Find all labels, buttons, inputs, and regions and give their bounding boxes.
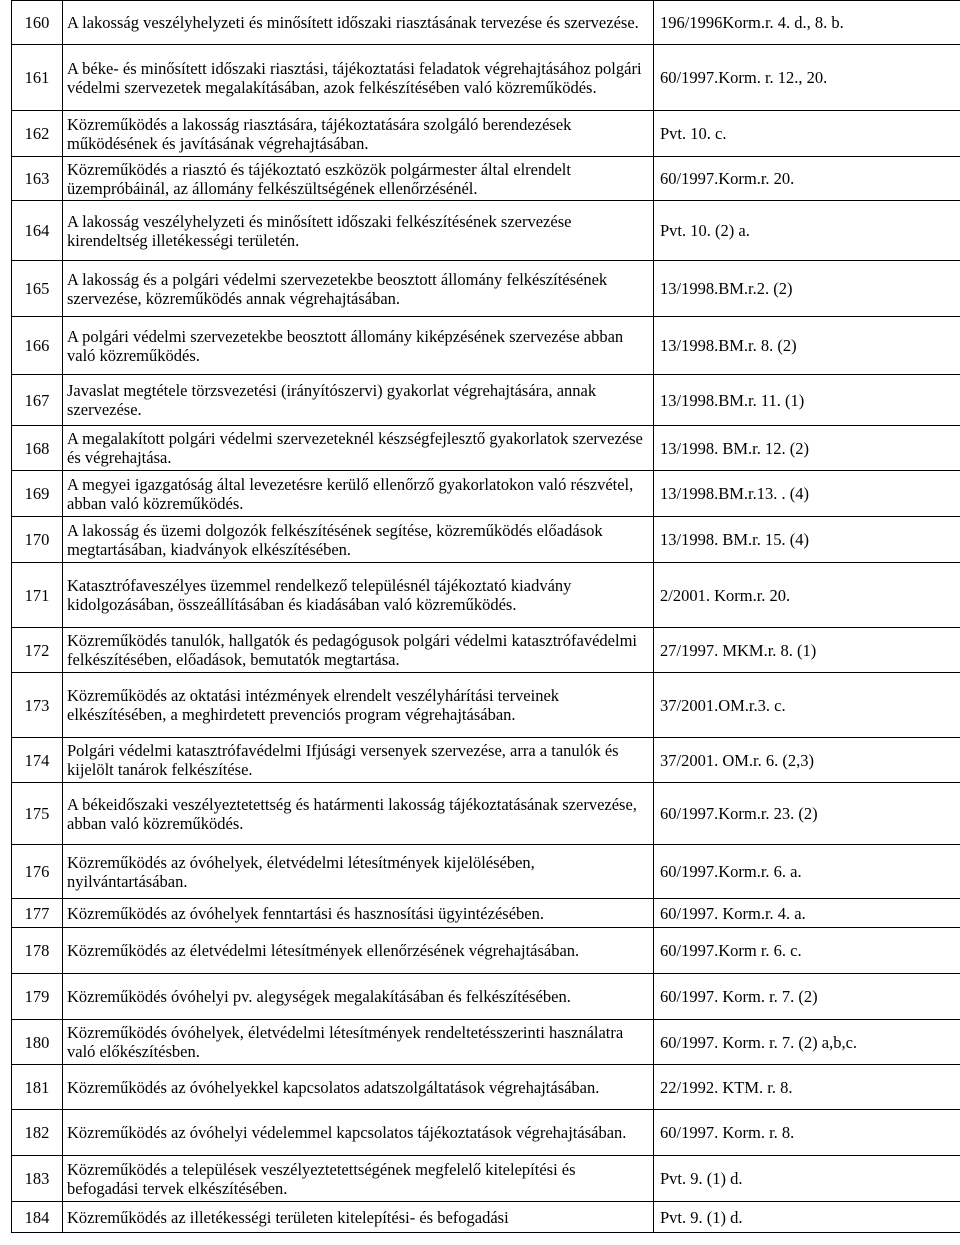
row-description: Közreműködés az óvóhelyekkel kapcsolatos adatszolgáltatások végrehajtásában. [63,1065,654,1110]
row-number: 173 [12,673,63,738]
table-row [12,1065,960,1110]
row-number: 183 [12,1156,63,1202]
row-reference: 27/1997. MKM.r. 8. (1) [654,628,960,673]
row-description: A megyei igazgatóság által levezetésre kerülő ellenőrző gyakorlatokon való részvétel, abban való közreműködés. [63,471,654,517]
row-reference: 60/1997. Korm. r. 8. [654,1110,960,1156]
row-number: 168 [12,426,63,471]
row-number: 182 [12,1110,63,1156]
table-row [12,45,960,111]
row-number: 169 [12,471,63,517]
row-number: 175 [12,783,63,845]
row-number: 171 [12,563,63,628]
row-description: Katasztrófaveszélyes üzemmel rendelkező településnél tájékoztató kiadvány kidolgozásában, összeállításában és kiadásában való közreműködés. [63,563,654,628]
row-number: 160 [12,1,63,45]
row-reference: Pvt. 10. (2) a. [654,201,960,261]
row-description: Közreműködés óvóhelyek, életvédelmi létesítmények rendeltetésszerinti használatra való előkészítésben. [63,1020,654,1065]
table-row [12,783,960,845]
row-reference: 60/1997.Korm.r. 20. [654,157,960,201]
task-table-body [12,1,960,1233]
task-table [11,0,960,1233]
table-row [12,201,960,261]
table-row [12,628,960,673]
row-reference: 37/2001. OM.r. 6. (2,3) [654,738,960,783]
row-description: A megalakított polgári védelmi szervezeteknél készségfejlesztő gyakorlatok szervezése és végrehajtása. [63,426,654,471]
row-reference: 60/1997. Korm. r. 7. (2) a,b,c. [654,1020,960,1065]
row-description: Közreműködés az illetékességi területen kitelepítési- és befogadási [63,1202,654,1233]
row-description: Közreműködés a települések veszélyeztetettségének megfelelő kitelepítési és befogadási tervek elkészítésében. [63,1156,654,1202]
row-reference: 13/1998.BM.r.13. . (4) [654,471,960,517]
row-number: 179 [12,974,63,1020]
row-number: 161 [12,45,63,111]
table-row [12,673,960,738]
row-reference: Pvt. 9. (1) d. [654,1202,960,1233]
table-row [12,1,960,45]
table-row [12,375,960,426]
row-reference: Pvt. 10. c. [654,111,960,157]
row-reference: 37/2001.OM.r.3. c. [654,673,960,738]
table-row [12,738,960,783]
table-row [12,1110,960,1156]
row-description: A békeidőszaki veszélyeztetettség és határmenti lakosság tájékoztatásának szervezése, abban való közreműködés. [63,783,654,845]
row-description: A polgári védelmi szervezetekbe beosztott állomány kiképzésének szervezése abban való közreműködés. [63,317,654,375]
row-reference: 13/1998.BM.r. 8. (2) [654,317,960,375]
row-number: 170 [12,517,63,563]
row-description: Közreműködés az életvédelmi létesítmények ellenőrzésének végrehajtásában. [63,928,654,974]
row-description: A lakosság és üzemi dolgozók felkészítésének segítése, közreműködés előadások megtartásában, kiadványok elkészítésében. [63,517,654,563]
table-row [12,426,960,471]
row-reference: 196/1996Korm.r. 4. d., 8. b. [654,1,960,45]
row-description: Közreműködés az óvóhelyek fenntartási és hasznosítási ügyintézésében. [63,899,654,928]
row-number: 184 [12,1202,63,1233]
row-description: A béke- és minősített időszaki riasztási, tájékoztatási feladatok végrehajtásához polgári védelmi szervezetek megalakításában, azok felkészítésében való közreműködés. [63,45,654,111]
row-reference: 60/1997.Korm.r. 23. (2) [654,783,960,845]
row-description: A lakosság veszélyhelyzeti és minősített időszaki felkészítésének szervezése kirendeltség illetékességi területén. [63,201,654,261]
row-number: 172 [12,628,63,673]
row-number: 174 [12,738,63,783]
row-reference: 60/1997. Korm.r. 4. a. [654,899,960,928]
table-row [12,1156,960,1202]
table-row [12,471,960,517]
table-row [12,974,960,1020]
table-row [12,845,960,899]
row-number: 167 [12,375,63,426]
row-reference: 13/1998. BM.r. 12. (2) [654,426,960,471]
table-row [12,317,960,375]
row-reference: 60/1997.Korm. r. 12., 20. [654,45,960,111]
row-reference: 13/1998.BM.r. 11. (1) [654,375,960,426]
row-number: 164 [12,201,63,261]
row-reference: 60/1997.Korm r. 6. c. [654,928,960,974]
row-reference: 13/1998.BM.r.2. (2) [654,261,960,317]
row-reference: 60/1997.Korm.r. 6. a. [654,845,960,899]
row-description: Közreműködés a riasztó és tájékoztató eszközök polgármester által elrendelt üzempróbáinál, az állomány felkészültségének ellenőrzésénél. [63,157,654,201]
table-row [12,157,960,201]
row-description: A lakosság és a polgári védelmi szervezetekbe beosztott állomány felkészítésének szervezése, közreműködés annak végrehajtásában. [63,261,654,317]
row-number: 178 [12,928,63,974]
table-row [12,111,960,157]
row-description: Közreműködés az oktatási intézmények elrendelt veszélyhárítási terveinek elkészítésében, a meghirdetett prevenciós program végrehajtásában. [63,673,654,738]
row-reference: Pvt. 9. (1) d. [654,1156,960,1202]
table-row [12,1020,960,1065]
row-description: Javaslat megtétele törzsvezetési (irányítószervi) gyakorlat végrehajtására, annak szervezése. [63,375,654,426]
row-number: 166 [12,317,63,375]
row-number: 162 [12,111,63,157]
table-row [12,563,960,628]
table-row [12,928,960,974]
table-row [12,517,960,563]
row-description: Közreműködés az óvóhelyek, életvédelmi létesítmények kijelölésében, nyilvántartásában. [63,845,654,899]
row-number: 177 [12,899,63,928]
table-row [12,899,960,928]
row-description: A lakosság veszélyhelyzeti és minősített időszaki riasztásának tervezése és szervezése. [63,1,654,45]
row-number: 163 [12,157,63,201]
row-reference: 22/1992. KTM. r. 8. [654,1065,960,1110]
table-row [12,261,960,317]
row-number: 165 [12,261,63,317]
document-page [11,0,960,1233]
row-reference: 13/1998. BM.r. 15. (4) [654,517,960,563]
row-description: Közreműködés a lakosság riasztására, tájékoztatására szolgáló berendezések működésének és javításának végrehajtásában. [63,111,654,157]
row-reference: 60/1997. Korm. r. 7. (2) [654,974,960,1020]
row-description: Közreműködés az óvóhelyi védelemmel kapcsolatos tájékoztatások végrehajtásában. [63,1110,654,1156]
row-number: 176 [12,845,63,899]
row-description: Közreműködés tanulók, hallgatók és pedagógusok polgári védelmi katasztrófavédelmi felkészítésében, előadások, bemutatók megtartása. [63,628,654,673]
table-row [12,1202,960,1233]
row-reference: 2/2001. Korm.r. 20. [654,563,960,628]
row-number: 180 [12,1020,63,1065]
row-description: Polgári védelmi katasztrófavédelmi Ifjúsági versenyek szervezése, arra a tanulók és kijelölt tanárok felkészítése. [63,738,654,783]
row-number: 181 [12,1065,63,1110]
row-description: Közreműködés óvóhelyi pv. alegységek megalakításában és felkészítésében. [63,974,654,1020]
